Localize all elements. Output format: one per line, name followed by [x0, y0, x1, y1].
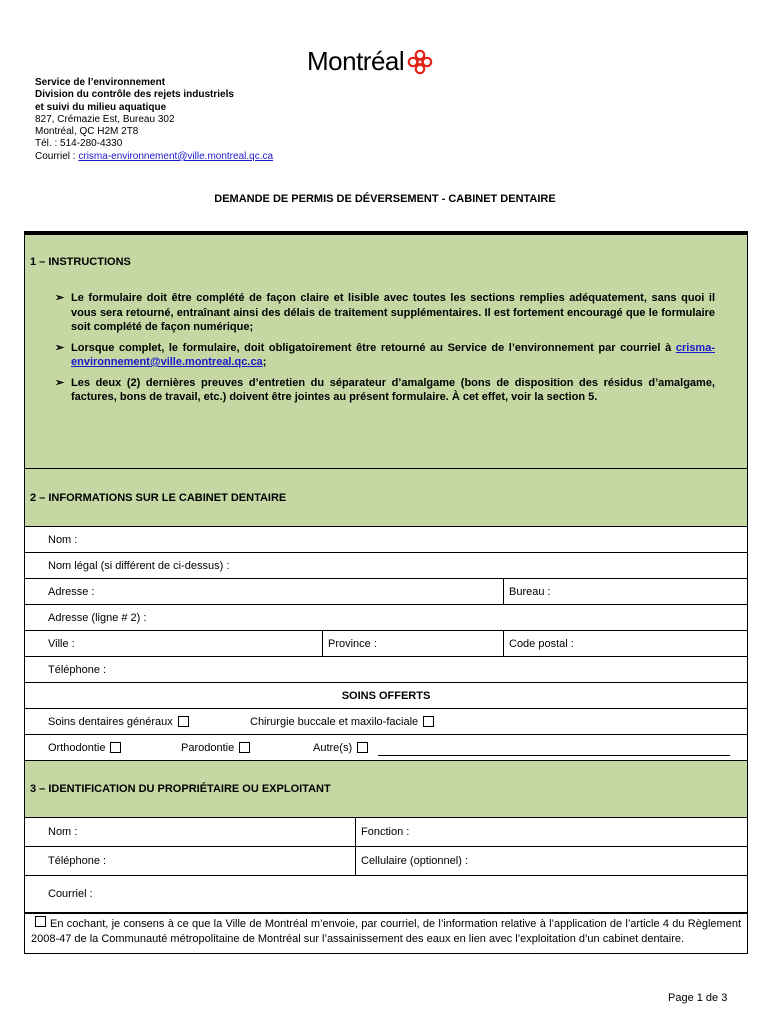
rosette-icon	[407, 49, 433, 75]
arrow-bullet-icon: ➢	[55, 376, 65, 389]
field-owner-courriel[interactable]: Courriel :	[48, 888, 93, 900]
field-province[interactable]: Province :	[322, 631, 503, 656]
row-adresse	[25, 579, 747, 605]
option-parodontie: Parodontie	[181, 735, 313, 760]
instruction-text: Le formulaire doit être complété de façon claire et lisible avec toutes les sections remplies adéquatement, sans quoi il vous sera retourné, entraînant ainsi des délais de traitement supplémentaires. Il est fortement encouragé que le formulaire soit complété de façon numérique;	[71, 292, 715, 333]
row-ville	[25, 631, 747, 657]
instruction-item	[55, 376, 715, 405]
email-label: Courriel :	[35, 150, 79, 162]
field-adresse[interactable]: Adresse :	[48, 585, 95, 598]
parodontie-checkbox[interactable]	[239, 742, 250, 753]
option-orthodontie: Orthodontie	[25, 735, 181, 760]
division-line-2: et suivi du milieu aquatique	[35, 101, 167, 113]
sender-block	[35, 77, 273, 163]
instruction-text: Les deux (2) dernières preuves d’entretien du séparateur d’amalgame (bons de disposition des résidus d’amalgame, factures, bons de travail, etc.) doivent être jointes au présent formulaire. À cet effet, voir la section 5.	[71, 376, 715, 403]
row-nom-legal	[25, 553, 747, 579]
orthodontie-checkbox[interactable]	[110, 742, 121, 753]
autres-input-line[interactable]	[378, 739, 730, 756]
row-owner-telephone	[25, 847, 747, 876]
address-line-1: 827, Crémazie Est, Bureau 302	[35, 113, 175, 125]
chirurgie-checkbox[interactable]	[423, 716, 434, 727]
option-chirurgie: Chirurgie buccale et maxilo-faciale	[250, 709, 747, 734]
logo-text: Montréal	[307, 46, 405, 76]
soins-generaux-checkbox[interactable]	[178, 716, 189, 727]
email-line	[35, 151, 273, 163]
section-1-title: 1 – INSTRUCTIONS	[30, 256, 131, 268]
row-nom	[25, 527, 747, 553]
autres-checkbox[interactable]	[357, 742, 368, 753]
field-owner-telephone[interactable]: Téléphone :	[48, 855, 107, 867]
field-code-postal[interactable]: Code postal :	[503, 631, 747, 656]
service-name: Service de l’environnement	[35, 77, 166, 88]
option-soins-generaux: Soins dentaires généraux	[25, 709, 250, 734]
instructions-list	[55, 291, 715, 411]
address-line-2: Montréal, QC H2M 2T8	[35, 126, 139, 138]
row-adresse-2	[25, 605, 747, 631]
section-2-title: 2 – INFORMATIONS SUR LE CABINET DENTAIRE	[30, 492, 287, 504]
section-cabinet-info	[25, 469, 747, 527]
row-soins-1	[25, 709, 747, 735]
row-soins-2	[25, 735, 747, 761]
division-line-1: Division du contrôle des rejets industriels	[35, 89, 234, 101]
row-telephone	[25, 657, 747, 683]
row-owner-courriel	[25, 876, 747, 914]
montreal-logo	[307, 46, 433, 77]
section-instructions	[25, 235, 747, 469]
email-link[interactable]: crisma-environnement@ville.montreal.qc.ca	[78, 150, 274, 162]
document-title: DEMANDE DE PERMIS DE DÉVERSEMENT - CABINET DENTAIRE	[214, 193, 556, 205]
soins-offerts-title: SOINS OFFERTS	[341, 689, 431, 702]
consent-block	[25, 914, 747, 953]
field-owner-nom[interactable]: Nom :	[48, 826, 78, 838]
page-number: Page 1 de 3	[668, 992, 728, 1004]
arrow-bullet-icon: ➢	[55, 341, 65, 354]
row-soins-title	[25, 683, 747, 709]
field-adresse-2[interactable]: Adresse (ligne # 2) :	[48, 611, 147, 624]
field-telephone[interactable]: Téléphone :	[48, 663, 107, 676]
instruction-email-link[interactable]: crisma-environnement@ville.montreal.qc.ca	[71, 341, 715, 368]
field-ville[interactable]: Ville :	[48, 637, 75, 650]
field-nom[interactable]: Nom :	[48, 533, 78, 546]
field-owner-fonction[interactable]: Fonction :	[355, 818, 747, 846]
consent-text: En cochant, je consens à ce que la Ville de Montréal m’envoie, par courriel, de l’information relative à l’application de l’article 4 du Règlement 2008-47 de la Communauté métropolitaine de Montréal sur l’assainissement des eaux en lien avec l’exploitation d’un cabinet dentaire.	[31, 918, 741, 945]
section-3-title: 3 – IDENTIFICATION DU PROPRIÉTAIRE OU EXPLOITANT	[30, 783, 331, 795]
phone-line: Tél. : 514-280-4330	[35, 138, 123, 150]
instruction-item	[55, 291, 715, 335]
field-bureau[interactable]: Bureau :	[503, 579, 747, 604]
option-autres: Autre(s)	[313, 735, 747, 760]
instruction-text: Lorsque complet, le formulaire, doit obligatoirement être retourné au Service de l’environnement par courriel à	[71, 341, 676, 354]
row-owner-nom	[25, 818, 747, 847]
field-nom-legal[interactable]: Nom légal (si différent de ci-dessus) :	[48, 559, 230, 572]
consent-checkbox[interactable]	[35, 916, 46, 927]
permit-form	[24, 231, 748, 954]
field-owner-cellulaire[interactable]: Cellulaire (optionnel) :	[355, 847, 747, 875]
instruction-item: ➢ Lorsque complet, le formulaire, doit obligatoirement être retourné au Service de l’environnement par courriel à crisma-environnement@ville.montreal.qc.ca;	[55, 341, 715, 368]
section-owner-info	[25, 761, 747, 818]
arrow-bullet-icon: ➢	[55, 292, 65, 304]
